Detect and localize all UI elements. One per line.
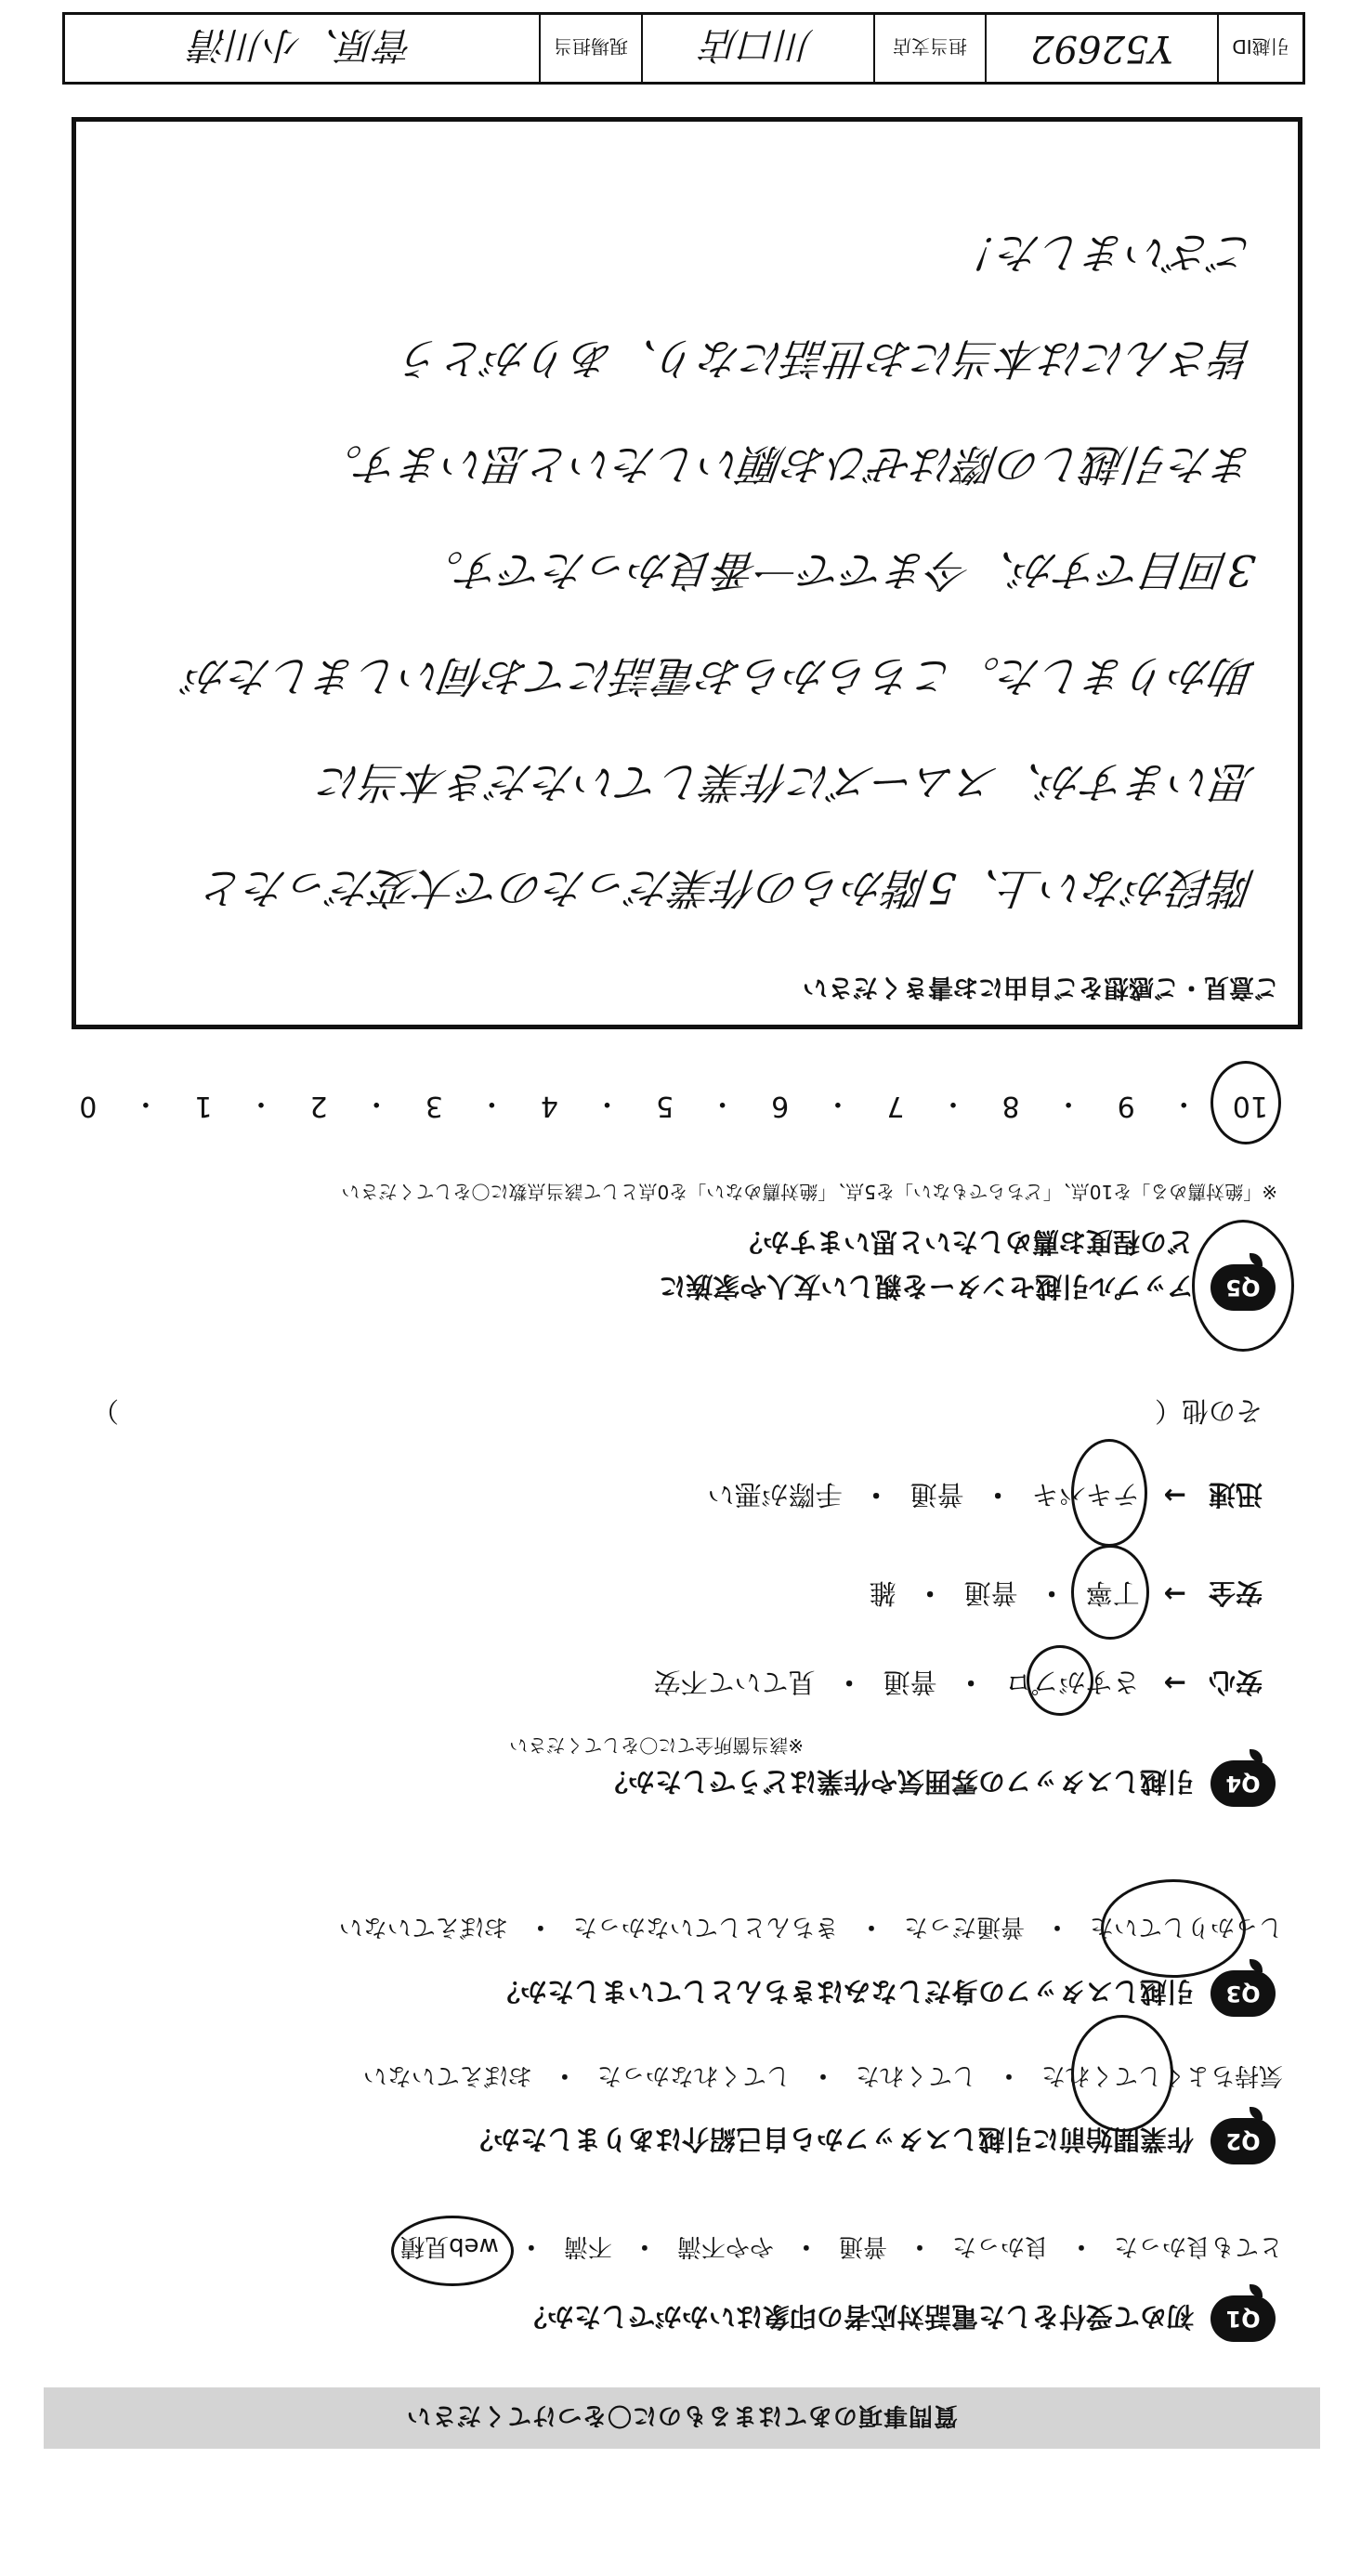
q1-options bbox=[400, 2231, 1283, 2266]
q4-row-1-option-3[interactable]: 見ていて不安 bbox=[653, 1667, 816, 1698]
q5-badge: Q5 bbox=[1225, 1275, 1261, 1301]
score-7[interactable]: 7 bbox=[886, 1090, 905, 1123]
comment-line: 3回目ですが、今までで一番良かったです。 bbox=[416, 545, 1258, 595]
score-8[interactable]: 8 bbox=[1001, 1090, 1020, 1123]
separator-dot: ・ bbox=[247, 1087, 276, 1119]
q5-question-line2: どの程度お薦めしたいと思いますか？ bbox=[735, 1226, 1194, 1258]
score-0[interactable]: 0 bbox=[79, 1090, 98, 1123]
q2-badge: Q2 bbox=[1225, 2128, 1261, 2154]
score-10[interactable] bbox=[1233, 1091, 1268, 1123]
q2-option-4[interactable]: おぼえていない bbox=[362, 2061, 532, 2089]
comment-line: 皆さんには本当にお世話になり、ありがとう bbox=[398, 333, 1258, 384]
separator-dot: ・ bbox=[1044, 1913, 1069, 1941]
separator-dot: ・ bbox=[552, 2061, 577, 2089]
q4-row-1-option-2[interactable]: 普通 bbox=[883, 1667, 937, 1698]
q3-option-2[interactable]: 普通だった bbox=[903, 1913, 1025, 1941]
q2-options bbox=[363, 2060, 1283, 2095]
instruction-text: 質問事項のあてはまるものに〇をつけてください bbox=[406, 2401, 959, 2430]
footer-branch-label: 担当支店 bbox=[873, 15, 985, 82]
score-2[interactable]: 2 bbox=[309, 1090, 328, 1123]
footer-branch-value[interactable]: 川口店 bbox=[641, 15, 873, 82]
q4-row-1-option-1-label: さすがプロ bbox=[1004, 1667, 1140, 1698]
selection-circle bbox=[1211, 1062, 1281, 1145]
instruction-banner bbox=[44, 2387, 1320, 2449]
footer-id-value[interactable]: Y52692 bbox=[985, 15, 1217, 82]
score-9[interactable]: 9 bbox=[1117, 1090, 1135, 1123]
separator-dot: ・ bbox=[708, 1087, 737, 1119]
q2-option-2[interactable]: してくれた bbox=[855, 2061, 976, 2089]
separator-dot: ・ bbox=[528, 1913, 553, 1941]
selection-circle bbox=[1071, 1545, 1149, 1640]
q5-note: ※「絶対薦める」を10点、「どちらでもない」を5点、「絶対薦めない」を0点として該当点数に〇をしてください bbox=[341, 1181, 1277, 1203]
comment-box[interactable] bbox=[72, 117, 1302, 1029]
separator-dot: ・ bbox=[1170, 1087, 1198, 1119]
separator-dot: ・ bbox=[1068, 2232, 1093, 2260]
q1-option-6-label: web見積 bbox=[400, 2232, 499, 2260]
q2-option-1-label: 気持ちよくしてくれた bbox=[1040, 2061, 1283, 2089]
separator-dot: ・ bbox=[984, 1479, 1012, 1510]
separator-dot: ・ bbox=[593, 1087, 622, 1119]
q1-badge: Q1 bbox=[1225, 2306, 1261, 2332]
q1-option-1[interactable]: とても良かった bbox=[1113, 2232, 1283, 2260]
q4-row-label: 安心 bbox=[1208, 1667, 1263, 1698]
score-3[interactable]: 3 bbox=[425, 1090, 443, 1123]
q4-badge-icon bbox=[1211, 1760, 1276, 1807]
separator-dot: ・ bbox=[823, 1087, 852, 1119]
q2-option-1[interactable] bbox=[1041, 2060, 1283, 2095]
separator-dot: ・ bbox=[835, 1667, 863, 1698]
q4-other bbox=[92, 1393, 1263, 1432]
q4-row-3-option-1-label: テキパキ bbox=[1031, 1479, 1140, 1510]
separator-dot: ・ bbox=[518, 2232, 543, 2260]
comment-line: 思いますが、スムーズに作業していただき本当に bbox=[316, 757, 1258, 807]
score-10-label: 10 bbox=[1232, 1090, 1268, 1123]
comment-title: ご意見・ご感想をご自由にお書きください bbox=[803, 973, 1279, 1001]
q1-question: 初めて受付をした電話対応者の印象はいかがでしたか？ bbox=[519, 2301, 1194, 2333]
q4-row-3-option-2[interactable]: 普通 bbox=[910, 1479, 964, 1510]
q4-row-2-option-3[interactable]: 雑 bbox=[869, 1577, 896, 1609]
q1-option-4[interactable]: やや不満 bbox=[676, 2232, 774, 2260]
score-4[interactable]: 4 bbox=[540, 1090, 558, 1123]
separator-dot: ・ bbox=[862, 1479, 890, 1510]
arrow-icon: → bbox=[1163, 1480, 1186, 1512]
q3-badge-icon bbox=[1211, 1970, 1276, 2017]
q4-row-2-option-2[interactable]: 普通 bbox=[963, 1577, 1018, 1609]
score-6[interactable]: 6 bbox=[771, 1090, 790, 1123]
q4-other-close: ） bbox=[92, 1395, 120, 1427]
q4-question: 引越しスタッフの雰囲気や作業はどうでしたか？ bbox=[600, 1766, 1194, 1798]
q3-badge: Q3 bbox=[1225, 1981, 1261, 2007]
separator-dot: ・ bbox=[858, 1913, 883, 1941]
separator-dot: ・ bbox=[1038, 1577, 1066, 1609]
q5-badge-circle bbox=[1192, 1220, 1294, 1352]
q3-options bbox=[339, 1912, 1283, 1946]
q4-row-anshin bbox=[654, 1665, 1263, 1703]
q3-question: 引越しスタッフの身だしなみはきちんとしていましたか？ bbox=[492, 1976, 1194, 2007]
q3-option-4[interactable]: おぼえていない bbox=[338, 1913, 508, 1941]
q4-row-jinsoku bbox=[708, 1477, 1263, 1515]
separator-dot: ・ bbox=[907, 2232, 932, 2260]
q3-option-3[interactable]: きちんとしていなかった bbox=[572, 1913, 839, 1941]
q2-question: 作業開始前に引越しスタッフから自己紹介はありましたか？ bbox=[465, 2124, 1194, 2155]
q4-row-anzen bbox=[870, 1576, 1263, 1614]
selection-circle bbox=[1071, 1439, 1147, 1547]
separator-dot: ・ bbox=[916, 1577, 944, 1609]
q5-question-line1: アップル引越センターを親しい友人や家族に bbox=[659, 1271, 1194, 1302]
q4-other-label: その他（ bbox=[1154, 1395, 1263, 1427]
q1-option-5[interactable]: 不満 bbox=[563, 2232, 612, 2260]
footer-leader-value[interactable]: 菅原、小川清 bbox=[190, 23, 413, 67]
q4-row-3-option-3[interactable]: 手際が悪い bbox=[707, 1479, 843, 1510]
selection-circle bbox=[391, 2216, 514, 2286]
q2-badge-icon bbox=[1211, 2118, 1276, 2164]
q1-option-6[interactable] bbox=[400, 2231, 499, 2266]
separator-dot: ・ bbox=[996, 2061, 1021, 2089]
arrow-icon: → bbox=[1163, 1578, 1186, 1611]
selection-circle bbox=[1101, 1879, 1246, 1978]
separator-dot: ・ bbox=[632, 2232, 657, 2260]
separator-dot: ・ bbox=[362, 1087, 391, 1119]
q4-badge: Q4 bbox=[1225, 1771, 1261, 1797]
comment-line: また引越しの際はぜひお願いしたいと思います。 bbox=[315, 439, 1258, 490]
q1-option-2[interactable]: 良かった bbox=[951, 2232, 1049, 2260]
comment-line: 助かりました。こちらからお電話にてお伺いしましたが bbox=[184, 651, 1258, 701]
separator-dot: ・ bbox=[478, 1087, 506, 1119]
comment-line: 階段がない上、5階からの作業だったので大変だったと bbox=[199, 863, 1258, 913]
separator-dot: ・ bbox=[793, 2232, 818, 2260]
q4-row-label: 安全 bbox=[1208, 1577, 1263, 1609]
q4-row-2-option-1[interactable] bbox=[1086, 1576, 1140, 1614]
selection-circle bbox=[1027, 1645, 1093, 1716]
separator-dot: ・ bbox=[131, 1087, 160, 1119]
q3-option-1-label: しっかりしていた bbox=[1089, 1913, 1283, 1941]
q4-note: ※該当箇所全てに〇をしてください bbox=[509, 1734, 804, 1757]
q4-row-2-option-1-label: 丁寧 bbox=[1085, 1577, 1140, 1609]
q5-scale bbox=[79, 1086, 1268, 1127]
q3-option-1[interactable] bbox=[1090, 1912, 1283, 1946]
footer-leader-label: 現場担当 bbox=[539, 15, 641, 82]
q4-row-label: 迅速 bbox=[1208, 1479, 1263, 1510]
footer-table bbox=[62, 12, 1305, 85]
selection-circle bbox=[1071, 2015, 1173, 2132]
q2-option-3[interactable]: してくれなかった bbox=[596, 2061, 791, 2089]
arrow-icon: → bbox=[1163, 1667, 1186, 1700]
q1-option-3[interactable]: 普通 bbox=[838, 2232, 887, 2260]
score-5[interactable]: 5 bbox=[656, 1090, 674, 1123]
q1-badge-icon bbox=[1211, 2295, 1276, 2342]
q4-row-3-option-1[interactable] bbox=[1032, 1477, 1140, 1515]
separator-dot: ・ bbox=[1054, 1087, 1083, 1119]
separator-dot: ・ bbox=[957, 1667, 985, 1698]
score-1[interactable]: 1 bbox=[194, 1090, 213, 1123]
separator-dot: ・ bbox=[938, 1087, 967, 1119]
handwritten-comment bbox=[184, 200, 1258, 941]
comment-line: ございました！ bbox=[953, 228, 1258, 278]
footer-id-label: 引越ID bbox=[1217, 15, 1302, 82]
q4-row-1-option-1[interactable] bbox=[1005, 1665, 1140, 1703]
separator-dot: ・ bbox=[810, 2061, 835, 2089]
